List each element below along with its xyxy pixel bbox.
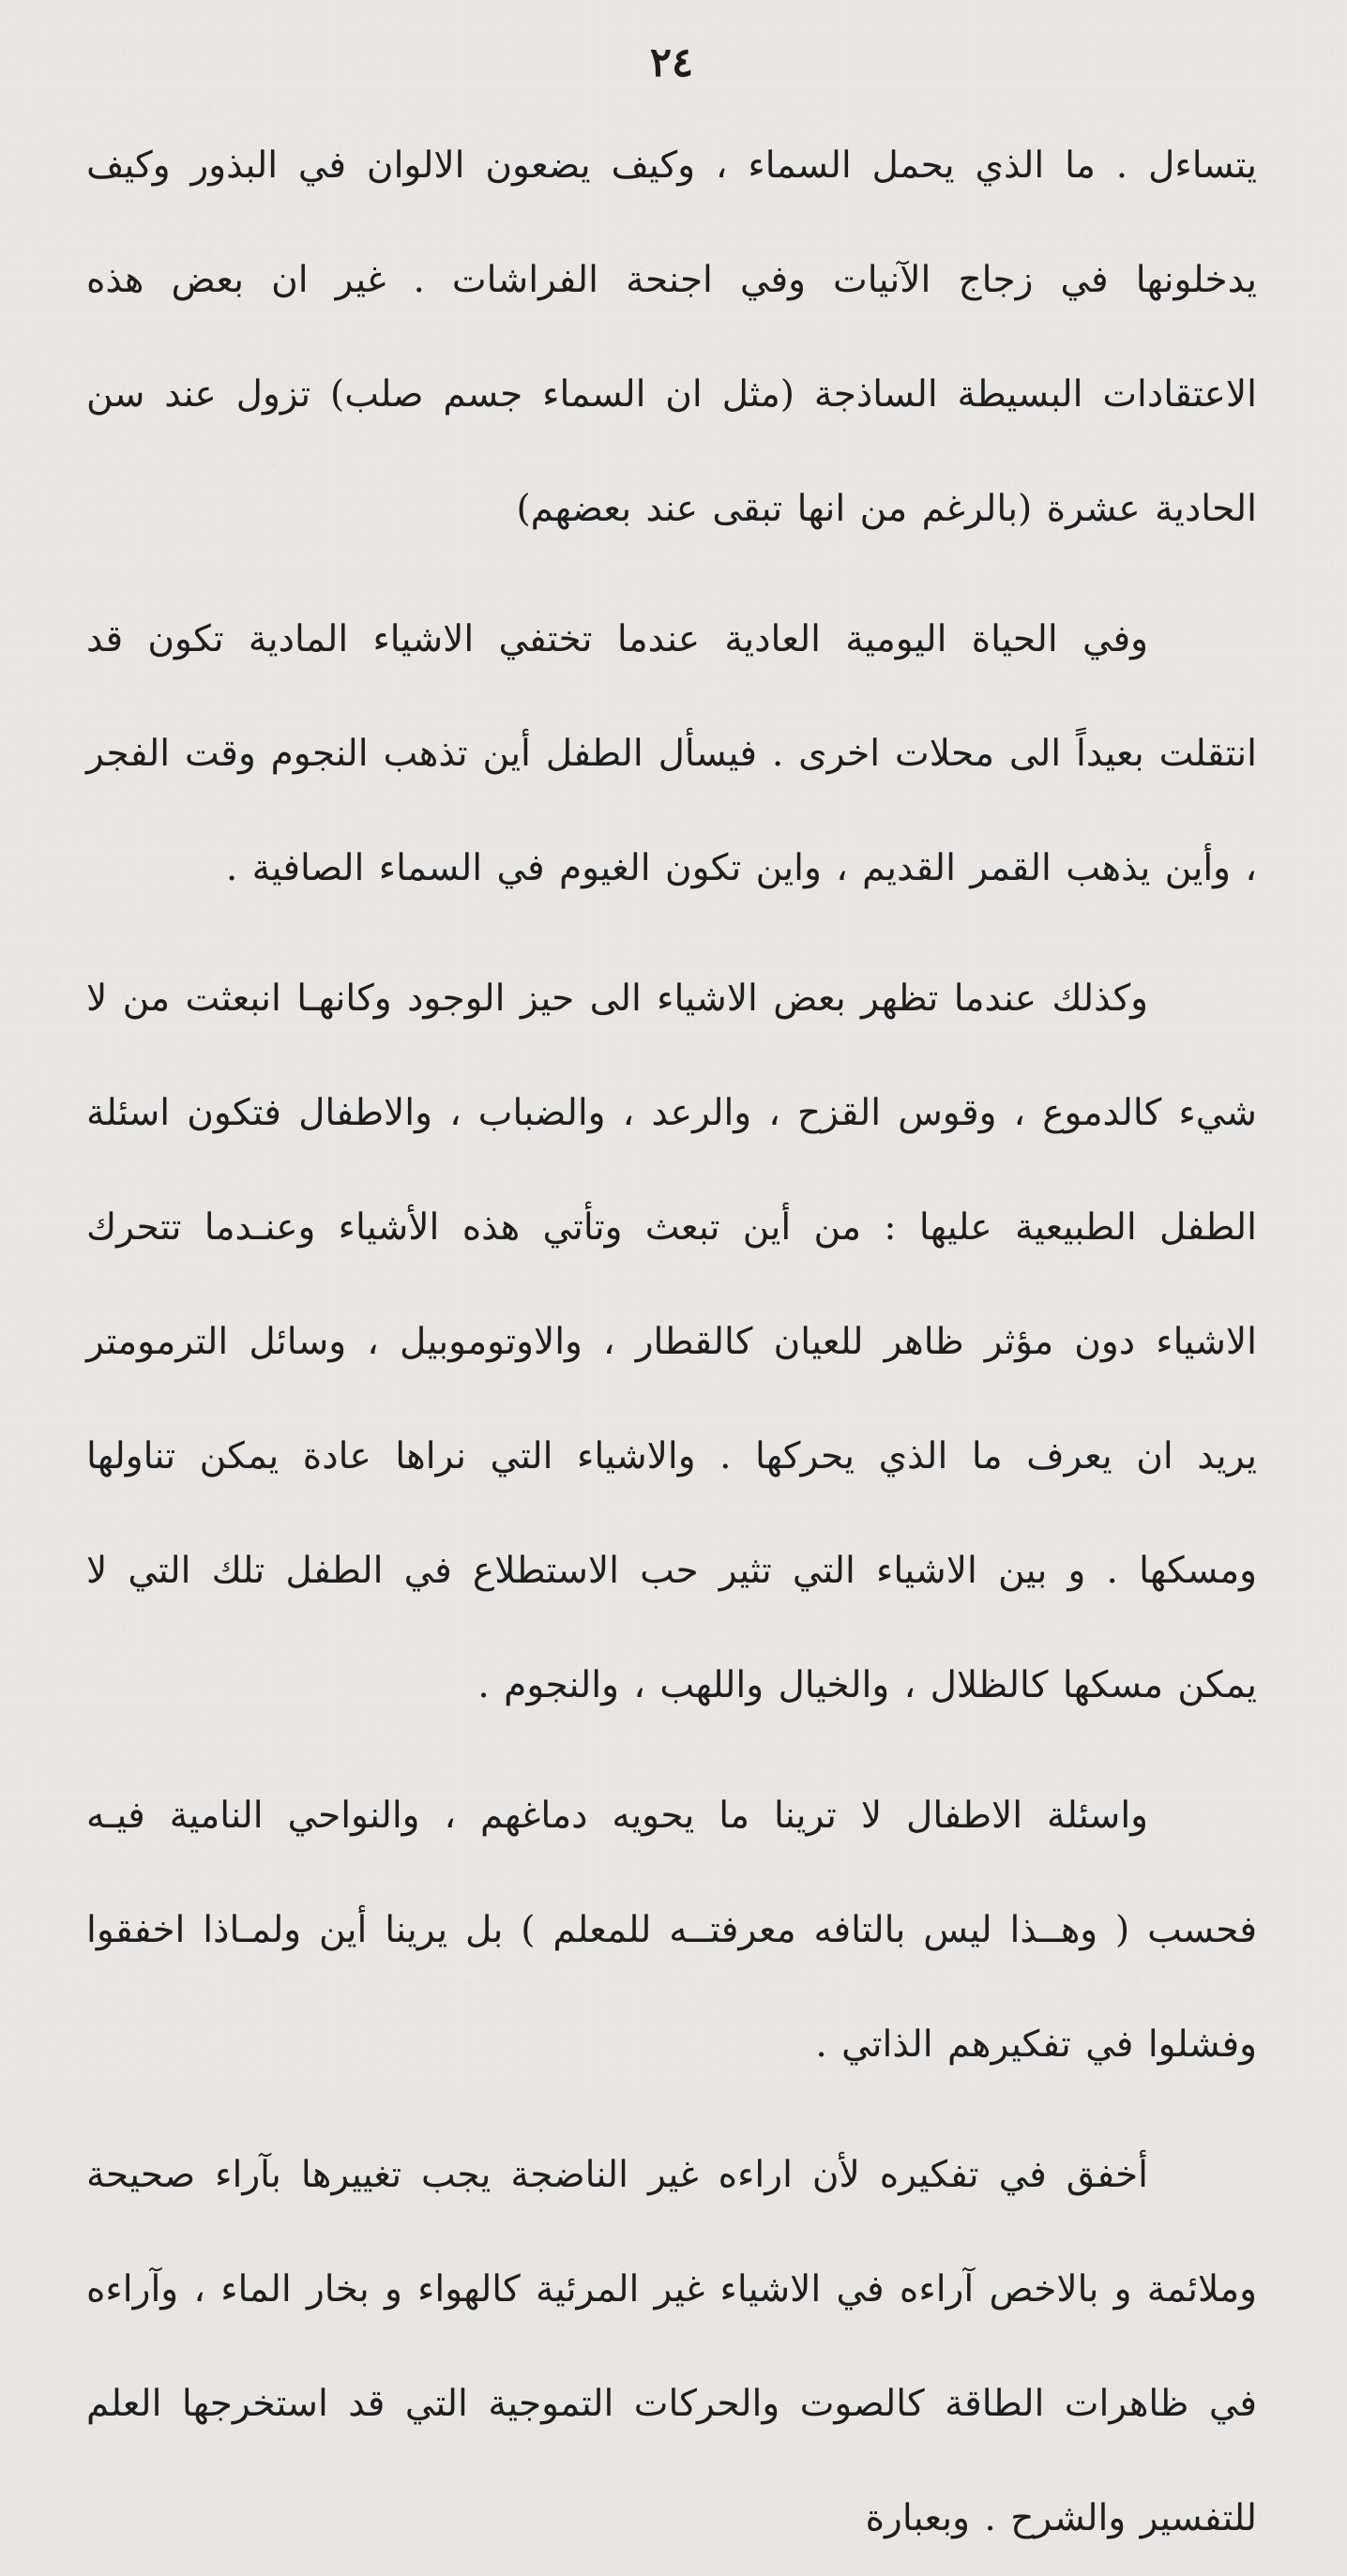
paragraph-3: وكذلك عندما تظهر بعض الاشياء الى حيز الوجود وكانهـا انبعثت من لا شيء كالدموع ، وقوس القزح ، والرعد ، والضباب ، والاطفال فتكون اسئلة الطفل الطبيعية عليها : من أين تبعث وتأتي هذه الأشياء وعنـدما تتحرك الاشياء دون مؤثر ظاهر للعيان كالقطار ، والاوتوموبيل ، وسائل الترمومتر يريد ان يعرف ما الذي يحركها . والاشياء التي نراها عادة يمكن تناولها ومسكها . و بين الاشياء التي تثير حب الاستطلاع في الطفل تلك التي لا يمكن مسكها كالظلال ، والخيال واللهب ، والنجوم . — [86, 977, 1257, 1706]
paragraph-2: وفي الحياة اليومية العادية عندما تختفي الاشياء المادية تكون قد انتقلت بعيداً الى محلات اخرى . فيسأل الطفل أين تذهب النجوم وقت الفجر ، وأين يذهب القمر القديم ، واين تكون الغيوم في السماء الصافية . — [86, 618, 1257, 889]
page-body — [86, 109, 1257, 2576]
paragraph-1: يتساءل . ما الذي يحمل السماء ، وكيف يضعون الالوان في البذور وكيف يدخلونها في زجاج الآنيات وفي اجنحة الفراشات . غير ان بعض هذه الاعتقادات البسيطة الساذجة (مثل ان السماء جسم صلب) تزول عند سن الحادية عشرة (بالرغم من انها تبقى عند بعضهم) — [86, 144, 1257, 530]
page-number: ٢٤ — [649, 39, 694, 86]
paragraph-5: أخفق في تفكيره لأن اراءه غير الناضجة يجب تغييرها بآراء صحيحة وملائمة و بالاخص آراءه في الاشياء غير المرئية كالهواء و بخار الماء ، وآراءه في ظاهرات الطاقة كالصوت والحركات التموجية التي قد استخرجها العلم للتفسير والشرح . وبعبارة — [86, 2154, 1257, 2539]
paragraph-4: واسئلة الاطفال لا ترينا ما يحويه دماغهم ، والنواحي النامية فيـه فحسب ( وهــذا ليس بالتافه معرفتــه للمعلم ) بل يرينا أين ولمـاذا اخفقوا وفشلوا في تفكيرهم الذاتي . — [86, 1795, 1257, 2066]
